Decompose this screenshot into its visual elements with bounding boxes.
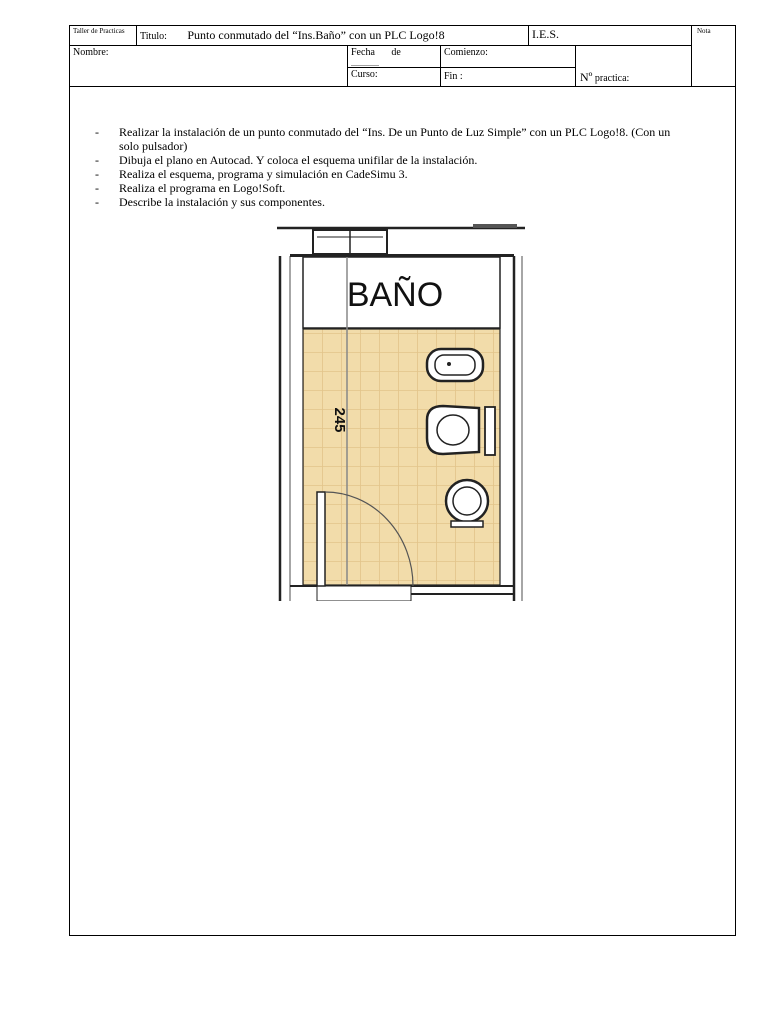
task-text: Describe la instalación y sus componentes. xyxy=(119,195,325,209)
task-text: Realizar la instalación de un punto conmutado del “Ins. De un Punto de Luz Simple” con un PLC Logo!8. (Con un xyxy=(119,125,671,139)
practica-number xyxy=(580,70,629,85)
ies-cell xyxy=(528,25,692,46)
practica-no: Nº xyxy=(580,70,593,84)
ies-label: I.E.S. xyxy=(532,27,559,41)
task-item xyxy=(95,195,725,209)
task-text: Dibuja el plano en Autocad. Y coloca el esquema unifilar de la instalación. xyxy=(119,153,478,167)
curso-label: Curso: xyxy=(351,69,378,80)
nota-cell xyxy=(691,25,736,87)
fecha-dots: .............. xyxy=(351,59,379,68)
comienzo-label: Comienzo: xyxy=(444,47,488,58)
task-text-continued: solo pulsador) xyxy=(119,139,188,153)
titulo-cell xyxy=(136,25,529,46)
task-text: Realiza el programa en Logo!Soft. xyxy=(119,181,286,195)
fecha-cell xyxy=(347,45,441,68)
nombre-cell xyxy=(69,45,348,87)
task-item xyxy=(95,153,725,167)
bathroom-floor-plan xyxy=(277,224,525,601)
fin-label: Fin : xyxy=(444,71,463,82)
comienzo-cell xyxy=(440,45,576,68)
fecha-label: Fecha de xyxy=(351,47,401,58)
titulo-label: Titulo: xyxy=(140,31,167,42)
taller-label: Taller de Practicas xyxy=(73,27,125,35)
task-item xyxy=(95,181,725,195)
nombre-label: Nombre: xyxy=(73,47,109,58)
task-item xyxy=(95,125,725,153)
taller-cell xyxy=(69,25,137,46)
room-label: BAÑO xyxy=(346,276,444,314)
task-text: Realiza el esquema, programa y simulación en CadeSimu 3. xyxy=(119,167,408,181)
header-table xyxy=(69,25,736,87)
practica-label: practica: xyxy=(594,73,630,84)
titulo-value: Punto conmutado del “Ins.Baño” con un PLC Logo!8 xyxy=(187,28,445,42)
curso-cell xyxy=(347,67,441,87)
body-divider xyxy=(69,86,736,87)
task-item xyxy=(95,167,725,181)
fin-cell xyxy=(440,67,576,87)
nota-label: Nota xyxy=(697,27,711,35)
dimension-label: 245 xyxy=(331,407,348,433)
task-list xyxy=(95,125,725,209)
